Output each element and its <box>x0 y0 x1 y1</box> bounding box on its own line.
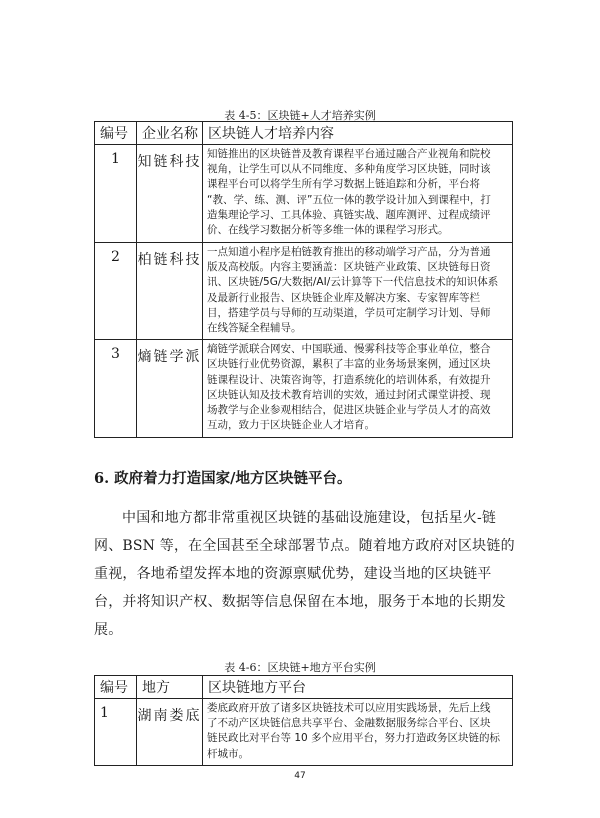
row-company: 知链科技 <box>137 145 203 243</box>
paragraph-line: 中国和地方都非常重视区块链的基础设施建设，包括星火-链 <box>122 510 497 526</box>
section-heading: 6. 政府着力打造国家/地方区块链平台。 <box>94 470 352 487</box>
page-number: 47 <box>294 771 306 781</box>
row-number: 2 <box>95 243 137 340</box>
row-company: 熵链学派 <box>137 340 203 438</box>
row-location: 湖南娄底 <box>137 699 203 766</box>
paragraph-line: 展。 <box>94 622 123 638</box>
header-company: 企业名称 <box>137 122 203 145</box>
content-line: 杆城市。 <box>207 747 249 760</box>
table1-caption: 表 4-5：区块链+人才培养实例 <box>224 109 376 122</box>
content-line: 娄底政府开放了诸多区块链技术可以应用实践场景，先后上线 <box>207 702 491 714</box>
content-line: 目，搭建学员与导师的互动渠道，学员可定制学习计划、导师 <box>207 306 491 319</box>
paragraph-line: 台，并将知识产权、数据等信息保留在本地，服务于本地的长期发 <box>94 594 506 610</box>
table-row <box>95 145 513 243</box>
content-line: 价、在线学习数据分析等多维一体的课程学习形式。 <box>207 224 449 237</box>
row-content <box>203 699 513 766</box>
content-line: 知链推出的区块链普及教育课程平台通过融合产业视角和院校 <box>207 148 491 160</box>
content-line: 及最新行业报告、区块链企业库及解决方案、专家智库等栏 <box>207 291 480 304</box>
row-content <box>203 145 513 243</box>
content-line: 区块链行业优势资源，累积了丰富的业务场景案例，通过区块 <box>207 358 491 371</box>
header-number: 编号 <box>95 676 137 699</box>
row-number: 1 <box>95 145 137 243</box>
content-line: 了不动产区块链信息共享平台、金融数据服务综合平台、区块 <box>207 717 491 730</box>
content-line: 讯、区块链/5G/大数据/AI/云计算等下一代信息技术的知识体系 <box>207 276 499 289</box>
body-paragraph <box>94 504 514 644</box>
row-content <box>203 243 513 340</box>
content-line: 场教学与企业参观相结合，促进区块链企业与学员人才的高效 <box>207 404 491 417</box>
table-header-row <box>95 676 513 699</box>
row-number: 1 <box>95 699 137 766</box>
row-company: 柏链科技 <box>137 243 203 340</box>
local-platform-table <box>94 675 513 766</box>
header-platform: 区块链地方平台 <box>203 676 513 699</box>
table-header-row <box>95 122 513 145</box>
content-line: “教、学、练、测、评”五位一体的教学设计加入到课程中，打 <box>207 193 491 206</box>
content-line: 课程平台可以将学生所有学习数据上链追踪和分析，平台将 <box>207 178 480 191</box>
paragraph-line: 重视，各地希望发挥本地的资源禀赋优势，建设当地的区块链平 <box>94 566 492 582</box>
table2-caption: 表 4-6：区块链+地方平台实例 <box>224 661 376 674</box>
content-line: 版及高校版。内容主要涵盖：区块链产业政策、区块链每日资 <box>207 261 491 274</box>
content-line: 区块链认知及技术教育培训的实效，通过封闭式课堂讲授、现 <box>207 388 491 401</box>
header-content: 区块链人才培养内容 <box>203 122 513 145</box>
table-row <box>95 699 513 766</box>
content-line: 链民政比对平台等 10 多个应用平台，努力打造政务区块链的标 <box>207 732 501 745</box>
content-line: 视角，让学生可以从不同维度、多种角度学习区块链，同时该 <box>207 163 491 176</box>
content-line: 造集理论学习、工具体验、真链实战、题库测评、过程成绩评 <box>207 208 491 221</box>
header-number: 编号 <box>95 122 137 145</box>
table-row <box>95 243 513 340</box>
header-location: 地方 <box>137 676 203 699</box>
row-number: 3 <box>95 340 137 438</box>
row-content <box>203 340 513 438</box>
table-row <box>95 340 513 438</box>
paragraph-line: 网、BSN 等，在全国甚至全球部署节点。随着地方政府对区块链的 <box>94 538 515 554</box>
talent-training-table <box>94 121 513 438</box>
content-line: 一点知道小程序是柏链教育推出的移动端学习产品，分为普通 <box>207 246 491 258</box>
content-line: 在线答疑全程辅导。 <box>207 322 302 335</box>
content-line: 互动，致力于区块链企业人才培育。 <box>207 419 375 432</box>
content-line: 熵链学派联合网安、中国联通、慢雾科技等企事业单位，整合 <box>207 343 491 356</box>
content-line: 链课程设计、决策咨询等，打造系统化的培训体系，有效提升 <box>207 373 491 386</box>
